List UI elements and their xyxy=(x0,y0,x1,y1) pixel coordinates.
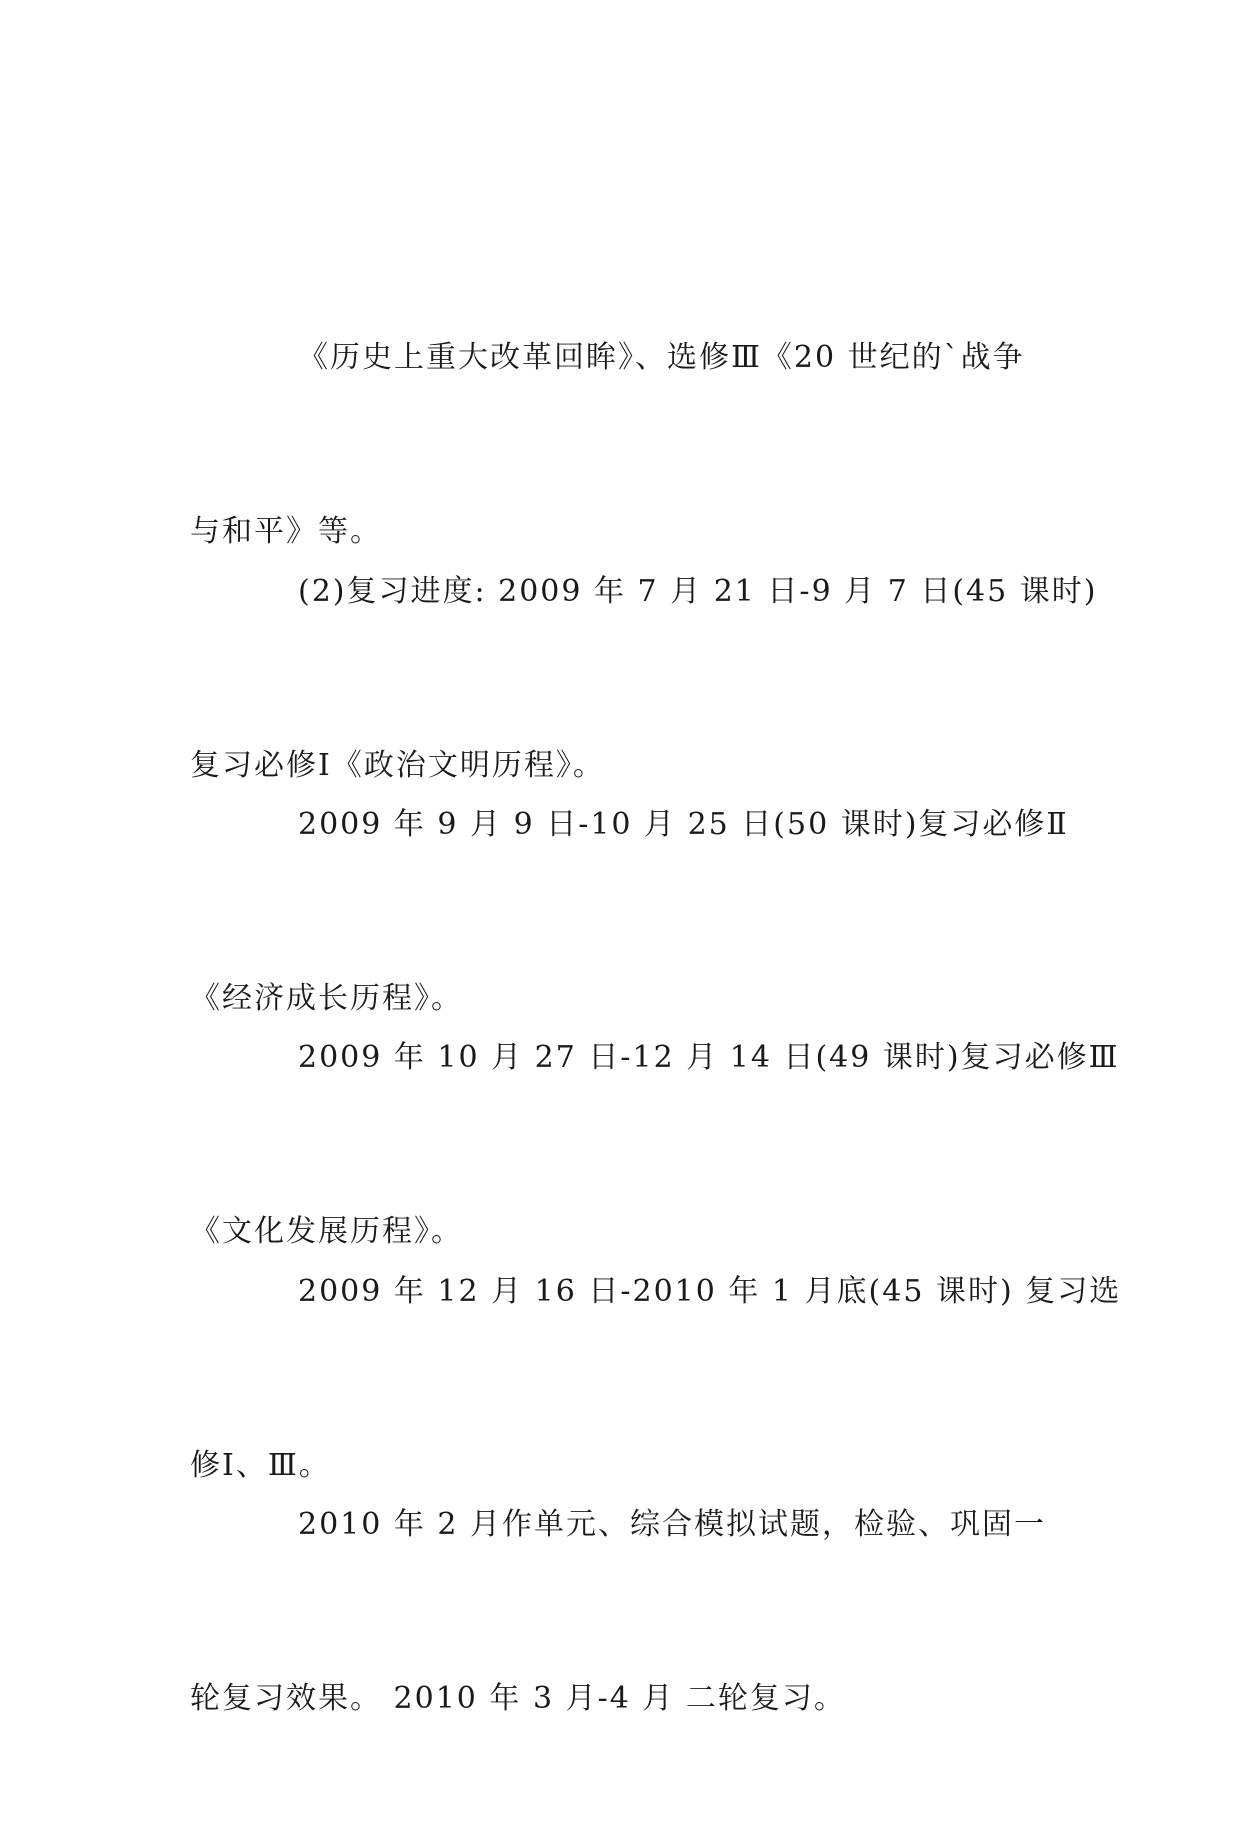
paragraph-line: 修Ⅰ、Ⅲ。 xyxy=(190,1448,331,1483)
paragraph-line: 《经济成长历程》。 xyxy=(190,981,463,1016)
paragraph-line: 《文化发展历程》。 xyxy=(190,1214,463,1249)
paragraph-mock-exams-second-round xyxy=(190,1380,1050,1844)
paragraph-line: 2009 年 10 月 27 日-12 月 14 日(49 课时)复习必修Ⅲ xyxy=(298,1040,1120,1075)
paragraph-line: 轮复习效果。 2010 年 3 月-4 月 二轮复习。 xyxy=(190,1681,846,1716)
paragraph-line: 与和平》等。 xyxy=(190,514,382,549)
paragraph-line: (2)复习进度: 2009 年 7 月 21 日-9 月 7 日(45 课时) xyxy=(298,574,1098,609)
paragraph-line: 《历史上重大改革回眸》、选修Ⅲ《20 世纪的`战争 xyxy=(298,340,1025,375)
paragraph-line: 2009 年 9 月 9 日-10 月 25 日(50 课时)复习必修Ⅱ xyxy=(298,807,1069,842)
paragraph-line: 复习必修Ⅰ《政治文明历程》。 xyxy=(190,748,605,783)
paragraph-line: 2009 年 12 月 16 日-2010 年 1 月底(45 课时) 复习选 xyxy=(298,1274,1122,1309)
paragraph-line: 2010 年 2 月作单元、综合模拟试题，检验、巩固一 xyxy=(298,1507,1047,1542)
